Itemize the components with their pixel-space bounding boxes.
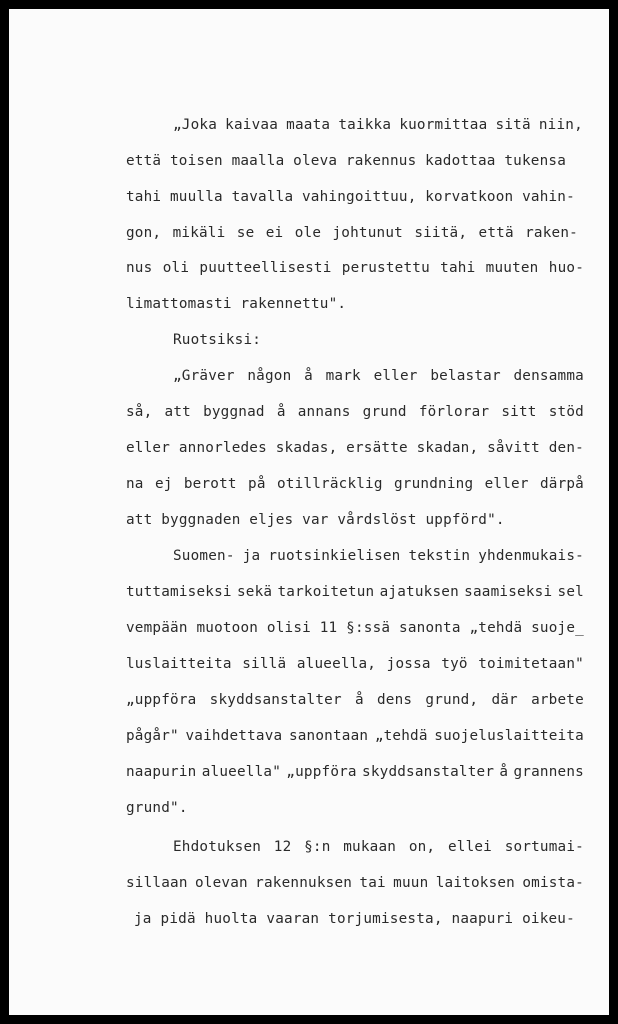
word: skadas, <box>275 440 338 456</box>
text-line <box>126 224 578 242</box>
word: sillä <box>242 656 287 672</box>
word: vaihdettava <box>185 728 283 744</box>
word: „uppföra <box>126 692 197 708</box>
word: rakennuksen <box>255 875 353 891</box>
word: tahi <box>440 260 476 276</box>
word: on, <box>408 839 436 855</box>
word: ja <box>134 911 152 927</box>
word: stöd <box>548 404 584 420</box>
text-line: att byggnaden eljes var vårdslöst uppförd". <box>126 512 505 528</box>
text-line <box>126 439 584 457</box>
word: alueella" <box>201 764 282 780</box>
word: tai <box>359 875 386 891</box>
word: oleva <box>293 153 338 169</box>
word: „Gräver <box>173 368 235 384</box>
text-line <box>126 874 584 892</box>
word: ersätte <box>346 440 408 456</box>
word: naapurin <box>126 764 197 780</box>
word: puutteellisesti <box>199 260 332 276</box>
word: otillräcklig <box>276 476 383 492</box>
word: siitä, <box>414 225 468 241</box>
word: någon <box>247 368 292 384</box>
word: arbete <box>531 692 584 708</box>
word: dens <box>376 692 413 708</box>
word: tukensa <box>504 153 566 169</box>
word: sillaan <box>126 875 188 891</box>
word: ja <box>242 548 261 564</box>
text-line <box>173 547 584 565</box>
word: tavalla <box>231 189 294 205</box>
word: jossa <box>386 656 431 672</box>
word: densamma <box>513 368 584 384</box>
word: Ehdotuksen <box>173 839 262 855</box>
word: maata <box>286 117 331 133</box>
text-line <box>126 475 584 493</box>
word: å <box>354 692 364 708</box>
word: berott <box>183 476 237 492</box>
word: se <box>236 225 255 241</box>
word: sanontaan <box>288 728 369 744</box>
text-line <box>173 838 584 856</box>
word: ajatuksen <box>379 584 459 600</box>
word: „tehdä <box>469 620 523 636</box>
word: toisen <box>169 153 223 169</box>
word: kadottaa <box>425 153 496 169</box>
word: att <box>164 404 191 420</box>
word: saamiseksi <box>464 584 553 600</box>
word: förlorar <box>418 404 490 420</box>
word: å <box>499 764 509 780</box>
word: työ <box>441 656 468 672</box>
word: ei <box>265 225 284 241</box>
word: alueella, <box>296 656 377 672</box>
word: laitoksen <box>435 875 515 891</box>
word: suoje_ <box>531 620 584 636</box>
text-line <box>126 691 584 709</box>
word: annans <box>297 404 351 420</box>
document-page <box>9 9 609 1015</box>
word: belastar <box>430 368 501 384</box>
word: skyddsanstalter <box>209 692 342 708</box>
text-line: grund". <box>126 800 188 816</box>
word: tahi <box>126 189 162 205</box>
word: mukaan <box>343 839 397 855</box>
word: eller <box>126 440 171 456</box>
word: vempään <box>126 620 188 636</box>
word: „tehdä <box>374 728 428 744</box>
word: eller <box>484 476 529 492</box>
word: eller <box>373 368 418 384</box>
text-line <box>134 910 575 928</box>
word: maalla <box>231 153 285 169</box>
word: muun <box>393 875 429 891</box>
word: sekä <box>236 584 273 600</box>
word: annorledes <box>178 440 267 456</box>
text-line <box>126 583 584 601</box>
word: skadan, <box>416 440 479 456</box>
word: å <box>304 368 313 384</box>
word: tekstin <box>408 548 471 564</box>
text-line <box>126 259 584 277</box>
text-line <box>126 152 566 170</box>
word: å <box>276 404 286 420</box>
word: huolta <box>204 911 258 927</box>
word: tuttamiseksi <box>126 584 232 600</box>
word: oikeu- <box>522 911 575 927</box>
word: byggnad <box>203 404 265 420</box>
word: mikäli <box>172 225 226 241</box>
word: §:n <box>304 839 331 855</box>
word: olevan <box>194 875 248 891</box>
text-line: Ruotsiksi: <box>173 332 262 348</box>
word: grund, <box>425 692 479 708</box>
word: että <box>478 225 514 241</box>
text-line <box>126 619 584 637</box>
word: „uppföra <box>286 764 357 780</box>
word: niin, <box>538 117 583 133</box>
word: yhdenmukais- <box>478 548 584 564</box>
word: därpå <box>539 476 584 492</box>
word: 12 <box>273 839 292 855</box>
word: grannens <box>513 764 584 780</box>
word: kuormittaa <box>399 117 488 133</box>
word: Suomen- <box>173 548 235 564</box>
word: sanonta <box>399 620 461 636</box>
text-line: limattomasti rakennettu". <box>126 296 347 312</box>
word: että <box>126 153 162 169</box>
word: 11 <box>319 620 338 636</box>
word: na <box>126 476 144 492</box>
word: kaivaa <box>225 117 279 133</box>
word: raken- <box>525 225 578 241</box>
word: rakennus <box>345 153 417 169</box>
word: omista- <box>522 875 584 891</box>
word: taikka <box>338 117 392 133</box>
word: naapuri <box>451 911 514 927</box>
word: såvitt <box>487 440 540 456</box>
word: perustettu <box>341 260 430 276</box>
word: korvatkoon <box>425 189 514 205</box>
text-line <box>126 763 584 781</box>
word: johtunut <box>332 225 403 241</box>
word: §:ssä <box>346 620 391 636</box>
word: ellei <box>447 839 492 855</box>
word: huo- <box>548 260 584 276</box>
word: muulla <box>169 189 223 205</box>
word: sel <box>557 584 584 600</box>
word: vahingoittuu, <box>302 189 417 205</box>
word: sitt <box>501 404 537 420</box>
word: olisi <box>266 620 311 636</box>
word: oli <box>162 260 190 276</box>
word: grund <box>362 404 407 420</box>
word: pidä <box>160 911 196 927</box>
word: så, <box>126 404 153 420</box>
word: muotoon <box>196 620 259 636</box>
word: vahin- <box>522 189 575 205</box>
word: toimitetaan" <box>478 656 584 672</box>
word: „Joka <box>173 117 218 133</box>
text-line <box>126 727 584 745</box>
word: muuten <box>485 260 539 276</box>
word: sortumai- <box>504 839 584 855</box>
word: den- <box>548 440 584 456</box>
word: grundning <box>394 476 474 492</box>
text-line <box>126 655 584 673</box>
word: suojeluslaitteita <box>434 728 584 744</box>
word: ruotsinkielisen <box>268 548 401 564</box>
text-line <box>126 188 575 206</box>
text-line <box>126 403 584 421</box>
word: vaaran <box>266 911 320 927</box>
word: pågår" <box>126 728 179 744</box>
word: där <box>491 692 518 708</box>
word: gon, <box>126 225 162 241</box>
word: luslaitteita <box>126 656 232 672</box>
word: tarkoitetun <box>277 584 375 600</box>
text-line <box>173 367 584 385</box>
word: på <box>248 476 266 492</box>
word: sitä <box>495 117 531 133</box>
text-line <box>173 116 583 134</box>
word: torjumisesta, <box>328 911 443 927</box>
word: ej <box>154 476 173 492</box>
word: ole <box>294 225 322 241</box>
word: skyddsanstalter <box>362 764 495 780</box>
word: nus <box>126 260 153 276</box>
word: mark <box>325 368 361 384</box>
